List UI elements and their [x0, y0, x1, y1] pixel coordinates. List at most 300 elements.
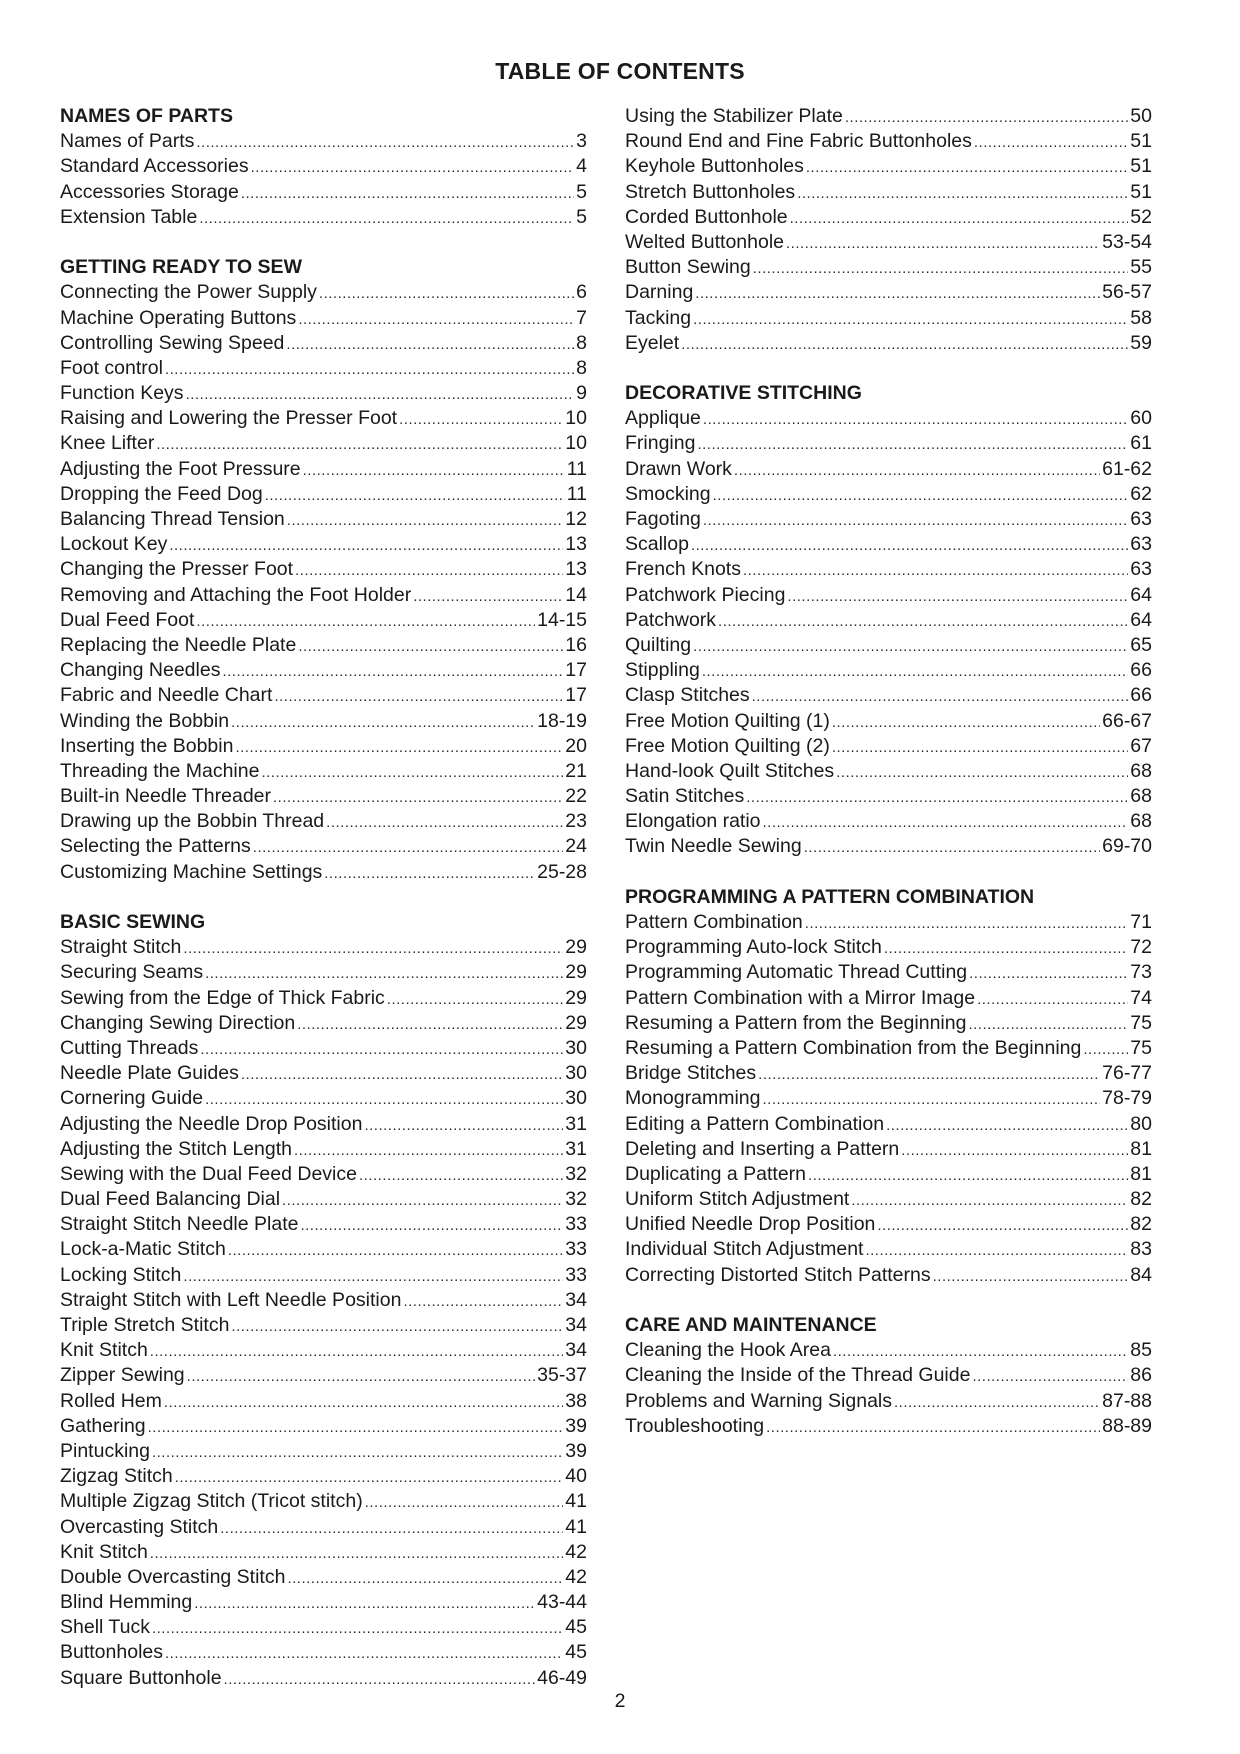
toc-entry[interactable] — [625, 557, 1152, 582]
entry-title: Extension Table — [60, 205, 198, 228]
dot-leader — [806, 155, 1128, 180]
toc-entry[interactable] — [60, 280, 587, 305]
entry-title: Locking Stitch — [60, 1263, 182, 1286]
entry-page-number: 85 — [1130, 1339, 1152, 1362]
entry-page-number: 81 — [1130, 1137, 1152, 1160]
toc-entry[interactable] — [60, 608, 587, 633]
toc-entry[interactable] — [60, 356, 587, 381]
toc-entry[interactable] — [625, 482, 1152, 507]
dot-leader — [387, 987, 564, 1012]
dot-leader — [832, 735, 1128, 760]
entry-page-number: 39 — [565, 1439, 587, 1462]
entry-title: Fabric and Needle Chart — [60, 684, 273, 707]
entry-page-number: 80 — [1130, 1112, 1152, 1135]
toc-entry[interactable] — [60, 507, 587, 532]
toc-entry[interactable] — [60, 834, 587, 859]
dot-leader — [718, 609, 1128, 634]
entry-title: Dual Feed Balancing Dial — [60, 1188, 281, 1211]
entry-page-number: 5 — [576, 180, 587, 203]
toc-entry[interactable] — [60, 1489, 587, 1514]
entry-page-number: 86 — [1130, 1364, 1152, 1387]
dot-leader — [297, 1012, 563, 1037]
entry-title: Satin Stitches — [625, 785, 745, 808]
entry-title: Hand-look Quilt Stitches — [625, 759, 835, 782]
entry-page-number: 67 — [1130, 734, 1152, 757]
toc-section — [625, 381, 1152, 860]
toc-entry[interactable] — [625, 1011, 1152, 1036]
entry-page-number: 4 — [576, 155, 587, 178]
entry-title: Programming Auto-lock Stitch — [625, 936, 882, 959]
dot-leader — [365, 1490, 564, 1515]
entry-title: Names of Parts — [60, 130, 195, 153]
entry-page-number: 34 — [565, 1339, 587, 1362]
toc-entry[interactable] — [60, 960, 587, 985]
dot-leader — [150, 1339, 564, 1364]
dot-leader — [693, 307, 1128, 332]
entry-page-number: 41 — [565, 1515, 587, 1538]
toc-entry[interactable] — [60, 331, 587, 356]
dot-leader — [231, 1314, 563, 1339]
entry-page-number: 63 — [1130, 508, 1152, 530]
toc-entry[interactable] — [60, 633, 587, 658]
toc-entry[interactable] — [60, 986, 587, 1011]
dot-leader — [200, 1037, 563, 1062]
toc-entry[interactable] — [60, 1515, 587, 1540]
entry-title: Sewing from the Edge of Thick Fabric — [60, 986, 385, 1009]
entry-title: Editing a Pattern Combination — [625, 1112, 885, 1135]
dot-leader — [169, 533, 563, 558]
dot-leader — [164, 1390, 563, 1415]
entry-title: Needle Plate Guides — [60, 1062, 239, 1085]
entry-title: Individual Stitch Adjustment — [625, 1238, 864, 1261]
entry-title: Pattern Combination — [625, 911, 803, 933]
toc-entry[interactable] — [60, 457, 587, 482]
toc-entry[interactable] — [60, 935, 587, 960]
entry-title: Using the Stabilizer Plate — [625, 105, 843, 127]
entry-page-number: 75 — [1130, 1011, 1152, 1034]
entry-title: Free Motion Quilting (2) — [625, 734, 830, 757]
entry-title: Blind Hemming — [60, 1591, 193, 1614]
toc-entry[interactable] — [60, 1464, 587, 1489]
dot-leader — [295, 558, 563, 583]
entry-title: Correcting Distorted Stitch Patterns — [625, 1263, 931, 1286]
entry-title: Knit Stitch — [60, 1540, 148, 1563]
entry-title: Triple Stretch Stitch — [60, 1314, 230, 1336]
entry-title: Pattern Combination with a Mirror Image — [625, 986, 976, 1009]
section-heading: GETTING READY TO SEW — [60, 256, 302, 279]
entry-page-number: 14-15 — [537, 608, 587, 631]
entry-page-number: 81 — [1130, 1162, 1152, 1185]
toc-entry[interactable] — [60, 1439, 587, 1464]
entry-page-number: 42 — [565, 1540, 587, 1563]
toc-entry[interactable] — [60, 557, 587, 582]
entry-page-number: 66-67 — [1102, 709, 1152, 732]
dot-leader — [186, 382, 575, 407]
entry-page-number: 7 — [576, 306, 587, 329]
entry-title: Shell Tuck — [60, 1616, 150, 1639]
entry-title: Adjusting the Needle Drop Position — [60, 1112, 363, 1135]
entry-title: Multiple Zigzag Stitch (Tricot stitch) — [60, 1490, 363, 1513]
toc-entry[interactable] — [60, 1666, 587, 1691]
toc-entry[interactable] — [625, 230, 1152, 255]
toc-entry[interactable] — [625, 1212, 1152, 1237]
toc-entry[interactable] — [60, 1540, 587, 1565]
dot-leader — [703, 407, 1128, 432]
toc-entry[interactable] — [60, 1212, 587, 1237]
toc-entry[interactable] — [625, 834, 1152, 859]
toc-entry[interactable] — [60, 1162, 587, 1187]
toc-entry[interactable] — [60, 809, 587, 834]
entry-page-number: 63 — [1130, 533, 1152, 556]
toc-entry[interactable] — [625, 1162, 1152, 1187]
entry-title: Monogramming — [625, 1087, 761, 1110]
toc-entry[interactable] — [60, 1036, 587, 1061]
toc-entry[interactable] — [60, 532, 587, 557]
entry-title: Gathering — [60, 1414, 146, 1437]
toc-entry[interactable] — [60, 1414, 587, 1439]
dot-leader — [273, 785, 563, 810]
toc-entry[interactable] — [625, 280, 1152, 305]
entry-page-number: 24 — [565, 835, 587, 858]
toc-entry[interactable] — [625, 532, 1152, 557]
entry-title: Applique — [625, 407, 701, 430]
dot-leader — [1083, 1037, 1128, 1062]
toc-entry[interactable] — [625, 608, 1152, 633]
toc-entry[interactable] — [60, 1313, 587, 1338]
entry-page-number: 14 — [565, 583, 587, 606]
toc-entry[interactable] — [625, 1036, 1152, 1061]
toc-entry[interactable] — [625, 709, 1152, 734]
toc-entry[interactable] — [60, 1061, 587, 1086]
entry-title: Troubleshooting — [625, 1414, 765, 1437]
dot-leader — [974, 130, 1128, 155]
toc-entry[interactable] — [625, 986, 1152, 1011]
toc-entry[interactable] — [625, 809, 1152, 834]
toc-entry[interactable] — [60, 381, 587, 406]
entry-title: Machine Operating Buttons — [60, 306, 297, 329]
entry-title: Problems and Warning Signals — [625, 1389, 892, 1412]
toc-entry[interactable] — [625, 1389, 1152, 1414]
entry-page-number: 66 — [1130, 659, 1152, 682]
dot-leader — [265, 483, 565, 508]
entry-page-number: 20 — [565, 734, 587, 757]
toc-entry[interactable] — [60, 759, 587, 784]
dot-leader — [224, 1667, 536, 1692]
entry-page-number: 73 — [1130, 961, 1152, 984]
dot-leader — [691, 533, 1128, 558]
entry-page-number: 45 — [565, 1641, 587, 1664]
entry-title: Patchwork — [625, 608, 717, 631]
entry-page-number: 58 — [1130, 306, 1152, 329]
entry-title: Removing and Attaching the Foot Holder — [60, 583, 412, 606]
dot-leader — [753, 256, 1129, 281]
toc-section — [625, 104, 1152, 356]
entry-page-number: 84 — [1130, 1263, 1152, 1286]
toc-entry[interactable] — [625, 431, 1152, 456]
entry-page-number: 43-44 — [537, 1591, 587, 1614]
entry-page-number: 78-79 — [1102, 1087, 1152, 1110]
entry-page-number: 38 — [565, 1389, 587, 1412]
entry-page-number: 56-57 — [1102, 281, 1152, 304]
toc-entry[interactable] — [60, 1565, 587, 1590]
toc-entry[interactable] — [625, 583, 1152, 608]
dot-leader — [205, 961, 563, 986]
dot-leader — [287, 508, 564, 533]
entry-page-number: 45 — [565, 1616, 587, 1639]
entry-page-number: 22 — [565, 785, 587, 808]
entry-page-number: 61 — [1130, 432, 1152, 455]
dot-leader — [261, 760, 563, 785]
toc-entry[interactable] — [625, 784, 1152, 809]
toc-entry[interactable] — [625, 1061, 1152, 1086]
toc-entry[interactable] — [625, 1237, 1152, 1262]
entry-title: Scallop — [625, 533, 689, 556]
toc-entry[interactable] — [60, 734, 587, 759]
dot-leader — [152, 1440, 563, 1465]
dot-leader — [884, 936, 1128, 961]
toc-section — [60, 104, 587, 230]
toc-entry[interactable] — [60, 709, 587, 734]
entry-page-number: 87-88 — [1102, 1389, 1152, 1412]
toc-entry[interactable] — [625, 960, 1152, 985]
toc-entry[interactable] — [60, 1389, 587, 1414]
entry-page-number: 30 — [565, 1087, 587, 1110]
toc-entry[interactable] — [625, 658, 1152, 683]
entry-page-number: 29 — [565, 936, 587, 959]
entry-title: Keyhole Buttonholes — [625, 155, 804, 178]
toc-entry[interactable] — [60, 784, 587, 809]
entry-title: Adjusting the Stitch Length — [60, 1137, 292, 1160]
toc-entry[interactable] — [60, 1187, 587, 1212]
dot-leader — [228, 1238, 563, 1263]
entry-title: Quilting — [625, 633, 692, 656]
section-heading: NAMES OF PARTS — [60, 105, 233, 127]
entry-title: Darning — [625, 281, 694, 304]
toc-entry[interactable] — [625, 633, 1152, 658]
entry-page-number: 30 — [565, 1036, 587, 1059]
toc-entry[interactable] — [625, 1263, 1152, 1288]
toc-entry[interactable] — [625, 306, 1152, 331]
toc-entry[interactable] — [60, 180, 587, 205]
dot-leader — [241, 1062, 563, 1087]
dot-leader — [833, 1339, 1128, 1364]
toc-entry[interactable] — [625, 1086, 1152, 1111]
dot-leader — [894, 1390, 1100, 1415]
entry-title: Patchwork Piecing — [625, 583, 786, 606]
entry-title: Duplicating a Pattern — [625, 1162, 807, 1185]
entry-title: Square Buttonhole — [60, 1666, 222, 1689]
toc-entry[interactable] — [625, 1187, 1152, 1212]
dot-leader — [832, 710, 1100, 735]
toc-entry[interactable] — [60, 1615, 587, 1640]
section-heading: PROGRAMMING A PATTERN COMBINATION — [625, 885, 1035, 908]
toc-entry[interactable] — [625, 154, 1152, 179]
entry-page-number: 33 — [565, 1213, 587, 1236]
dot-leader — [758, 1062, 1100, 1087]
toc-entry[interactable] — [60, 1137, 587, 1162]
toc-entry[interactable] — [60, 306, 587, 331]
dot-leader — [877, 1213, 1128, 1238]
toc-entry[interactable] — [60, 154, 587, 179]
entry-page-number: 39 — [565, 1414, 587, 1437]
entry-page-number: 68 — [1130, 810, 1152, 833]
toc-entry[interactable] — [625, 1363, 1152, 1388]
dot-leader — [787, 584, 1128, 609]
toc-entry[interactable] — [625, 255, 1152, 280]
page-number: 2 — [614, 1690, 626, 1712]
entry-title: Sewing with the Dual Feed Device — [60, 1162, 357, 1185]
toc-entry[interactable] — [625, 935, 1152, 960]
entry-title: Stretch Buttonholes — [625, 180, 796, 203]
dot-leader — [786, 231, 1100, 256]
dot-leader — [713, 483, 1129, 508]
toc-entry[interactable] — [60, 406, 587, 431]
entry-title: Fringing — [625, 432, 696, 455]
entry-page-number: 32 — [565, 1188, 587, 1211]
entry-page-number: 64 — [1130, 608, 1152, 631]
toc-section — [60, 255, 587, 885]
toc-entry[interactable] — [60, 1263, 587, 1288]
dot-leader — [746, 785, 1128, 810]
entry-page-number: 83 — [1130, 1238, 1152, 1261]
toc-entry[interactable] — [625, 406, 1152, 431]
entry-page-number: 17 — [565, 659, 587, 682]
dot-leader — [294, 1138, 563, 1163]
entry-title: Overcasting Stitch — [60, 1515, 219, 1538]
dot-leader — [804, 835, 1100, 860]
entry-title: Drawn Work — [625, 457, 732, 480]
entry-title: Foot control — [60, 356, 163, 379]
toc-entry[interactable] — [625, 1137, 1152, 1162]
entry-title: Replacing the Needle Plate — [60, 633, 297, 656]
dot-leader — [681, 332, 1128, 357]
toc-entry[interactable] — [60, 1338, 587, 1363]
toc-entry[interactable] — [625, 759, 1152, 784]
entry-title: Double Overcasting Stitch — [60, 1565, 286, 1588]
toc-entry[interactable] — [625, 1112, 1152, 1137]
entry-title: Uniform Stitch Adjustment — [625, 1188, 850, 1211]
entry-title: Standard Accessories — [60, 155, 249, 178]
toc-entry[interactable] — [625, 180, 1152, 205]
dot-leader — [231, 710, 535, 735]
entry-page-number: 8 — [576, 331, 587, 354]
toc-entry[interactable] — [625, 683, 1152, 708]
entry-page-number: 11 — [566, 457, 587, 480]
toc-entry[interactable] — [60, 683, 587, 708]
entry-page-number: 61-62 — [1102, 457, 1152, 480]
entry-page-number: 18-19 — [537, 709, 587, 732]
entry-title: Zigzag Stitch — [60, 1465, 173, 1488]
entry-page-number: 5 — [576, 205, 587, 228]
entry-title: Changing Sewing Direction — [60, 1011, 296, 1034]
entry-page-number: 66 — [1130, 684, 1152, 707]
entry-title: Pintucking — [60, 1439, 150, 1462]
entry-title: Knit Stitch — [60, 1339, 148, 1362]
toc-section — [60, 910, 587, 1691]
toc-entry[interactable] — [625, 129, 1152, 154]
entry-page-number: 40 — [565, 1465, 587, 1488]
toc-entry[interactable] — [625, 1414, 1152, 1439]
dot-leader — [183, 1264, 563, 1289]
toc-entry[interactable] — [60, 583, 587, 608]
entry-title: Securing Seams — [60, 961, 204, 984]
dot-leader — [697, 432, 1128, 457]
toc-entry[interactable] — [60, 658, 587, 683]
dot-leader — [253, 835, 564, 860]
entry-title: Buttonholes — [60, 1641, 163, 1664]
dot-leader — [399, 407, 563, 432]
toc-entry[interactable] — [60, 1086, 587, 1111]
entry-title: Bridge Stitches — [625, 1062, 757, 1085]
toc-entry[interactable] — [625, 734, 1152, 759]
entry-page-number: 35-37 — [537, 1364, 587, 1387]
toc-entry[interactable] — [60, 431, 587, 456]
dot-leader — [196, 609, 535, 634]
entry-title: Programming Automatic Thread Cutting — [625, 961, 968, 984]
entry-page-number: 33 — [565, 1238, 587, 1261]
toc-entry[interactable] — [60, 1640, 587, 1665]
dot-leader — [156, 432, 563, 457]
toc-entry[interactable] — [60, 129, 587, 154]
entry-page-number: 29 — [565, 1011, 587, 1034]
entry-page-number: 34 — [565, 1288, 587, 1311]
entry-page-number: 6 — [576, 281, 587, 304]
entry-title: Changing the Presser Foot — [60, 558, 294, 581]
toc-entry[interactable] — [60, 1590, 587, 1615]
dot-leader — [403, 1289, 563, 1314]
dot-leader — [901, 1138, 1128, 1163]
dot-leader — [752, 684, 1129, 709]
dot-leader — [165, 1641, 563, 1666]
toc-entry[interactable] — [60, 1288, 587, 1313]
dot-leader — [298, 634, 563, 659]
dot-leader — [175, 1465, 564, 1490]
toc-entry[interactable] — [625, 910, 1152, 935]
entry-title: Balancing Thread Tension — [60, 508, 285, 530]
entry-title: Winding the Bobbin — [60, 709, 230, 732]
toc-entry[interactable] — [625, 331, 1152, 356]
entry-page-number: 16 — [565, 633, 587, 656]
dot-leader — [968, 1012, 1128, 1037]
toc-entry[interactable] — [60, 1011, 587, 1036]
entry-page-number: 82 — [1130, 1213, 1152, 1236]
entry-page-number: 51 — [1130, 180, 1152, 203]
dot-leader — [845, 105, 1128, 130]
dot-leader — [274, 684, 563, 709]
toc-entry[interactable] — [60, 860, 587, 885]
dot-leader — [165, 357, 574, 382]
toc-entry[interactable] — [60, 205, 587, 230]
section-heading: DECORATIVE STITCHING — [625, 382, 862, 405]
entry-page-number: 60 — [1130, 407, 1152, 430]
section-heading: CARE AND MAINTENANCE — [625, 1314, 877, 1336]
dot-leader — [797, 181, 1128, 206]
toc-entry[interactable] — [625, 205, 1152, 230]
toc-entry[interactable] — [625, 507, 1152, 532]
toc-entry[interactable] — [60, 1363, 587, 1388]
toc-entry[interactable] — [625, 104, 1152, 129]
entry-page-number: 13 — [565, 558, 587, 581]
toc-entry[interactable] — [625, 457, 1152, 482]
toc-entry[interactable] — [625, 1338, 1152, 1363]
toc-entry[interactable] — [60, 482, 587, 507]
entry-title: Cutting Threads — [60, 1036, 199, 1059]
dot-leader — [359, 1163, 563, 1188]
entry-title: Resuming a Pattern Combination from the Beginning — [625, 1036, 1082, 1059]
entry-title: Threading the Machine — [60, 759, 260, 782]
toc-entry[interactable] — [60, 1237, 587, 1262]
toc-entry[interactable] — [60, 1112, 587, 1137]
